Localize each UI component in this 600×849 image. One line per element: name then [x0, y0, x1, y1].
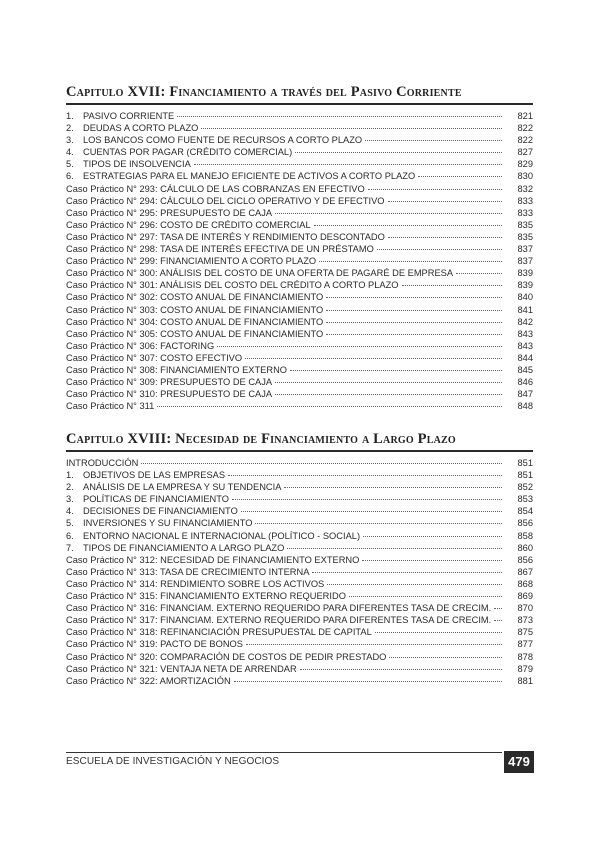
toc-entry-page: 837 [517, 256, 533, 267]
page-number-badge: 479 [504, 751, 534, 773]
toc-entry [66, 651, 533, 663]
chapter-xvii-section [66, 84, 533, 412]
toc-entry [66, 542, 533, 554]
dot-leader [234, 681, 502, 682]
toc-entry-number: 7. [66, 542, 74, 553]
dot-leader [326, 334, 502, 335]
toc-entry [66, 400, 533, 412]
toc-entry [66, 243, 533, 255]
toc-entry [66, 340, 533, 352]
toc-list [66, 457, 533, 687]
toc-entry [66, 517, 533, 529]
toc-entry [66, 231, 533, 243]
dot-leader [287, 548, 502, 549]
toc-entry-page: 848 [517, 401, 533, 412]
dot-leader [245, 358, 502, 359]
toc-entry-page: 856 [517, 554, 533, 565]
toc-entry-page: 829 [517, 159, 533, 170]
toc-entry-page: 856 [517, 518, 533, 529]
dot-leader [319, 261, 502, 262]
dot-leader [177, 116, 502, 117]
dot-leader [284, 487, 502, 488]
toc-entry-title: Caso Práctico N° 305: COSTO ANUAL DE FINANCIAMIENTO [66, 328, 324, 339]
toc-entry-page: 840 [517, 292, 533, 303]
toc-entry-page: 854 [517, 506, 533, 517]
toc-entry-title: Caso Práctico N° 310: PRESUPUESTO DE CAJA [66, 389, 273, 400]
toc-entry-page: 851 [517, 470, 533, 481]
toc-entry-title: Caso Práctico N° 299: FINANCIAMIENTO A CORTO PLAZO [66, 256, 317, 267]
toc-entry [66, 376, 533, 388]
toc-entry-page: 873 [517, 615, 533, 626]
toc-entry [66, 267, 533, 279]
dot-leader [418, 176, 502, 177]
dot-leader [275, 394, 502, 395]
toc-entry [66, 493, 533, 505]
toc-entry-page: 869 [517, 591, 533, 602]
toc-entry [66, 110, 533, 122]
toc-entry-title: Caso Práctico N° 307: COSTO EFECTIVO [66, 352, 243, 363]
toc-entry-title: DECISIONES DE FINANCIAMIENTO [83, 506, 238, 517]
toc-entry-title: Caso Práctico N° 304: COSTO ANUAL DE FINANCIAMIENTO [66, 316, 324, 327]
toc-entry-title: Caso Práctico N° 316: FINANCIAM. EXTERNO REQUERIDO PARA DIFERENTES TASA DE CRECIM. [66, 603, 492, 614]
toc-entry-title: Caso Práctico N° 314: RENDIMIENTO SOBRE LOS ACTIVOS [66, 578, 325, 589]
toc-entry-page: 867 [517, 566, 533, 577]
dot-leader [241, 511, 502, 512]
toc-entry-number: 3. [66, 135, 74, 146]
toc-entry-page: 870 [517, 603, 533, 614]
toc-entry-page: 822 [517, 135, 533, 146]
toc-entry-page: 833 [517, 207, 533, 218]
toc-entry-page: 858 [517, 530, 533, 541]
toc-entry-title: Caso Práctico N° 301: ANÁLISIS DEL COSTO DEL CRÉDITO A CORTO PLAZO [66, 280, 399, 291]
toc-entry-title: POLÍTICAS DE FINANCIAMIENTO [83, 494, 230, 505]
dot-leader [456, 273, 502, 274]
dot-leader [314, 225, 502, 226]
toc-entry-number: 3. [66, 494, 74, 505]
toc-list [66, 110, 533, 412]
toc-entry [66, 255, 533, 267]
toc-entry [66, 469, 533, 481]
toc-entry-page: 835 [517, 219, 533, 230]
toc-entry [66, 663, 533, 675]
chapter-title: Capitulo XVII: Financiamiento a través del Pasivo Corriente [66, 84, 533, 105]
toc-entry-title: Caso Práctico N° 321: VENTAJA NETA DE ARRENDAR [66, 663, 297, 674]
toc-entry-number: 1. [66, 470, 74, 481]
toc-entry-number: 6. [66, 171, 74, 182]
dot-leader [362, 560, 502, 561]
toc-entry-page: 839 [517, 280, 533, 291]
toc-entry [66, 304, 533, 316]
toc-entry-page: 860 [517, 542, 533, 553]
dot-leader [246, 644, 502, 645]
dot-leader [363, 536, 502, 537]
toc-entry-title: Caso Práctico N° 300: ANÁLISIS DEL COSTO DE UNA OFERTA DE PAGARÉ DE EMPRESA [66, 268, 454, 279]
dot-leader [295, 152, 502, 153]
toc-entry-page: 853 [517, 494, 533, 505]
toc-entry-page: 846 [517, 377, 533, 388]
toc-entry-title: INVERSIONES Y SU FINANCIAMIENTO [83, 518, 253, 529]
toc-entry [66, 388, 533, 400]
toc-entry [66, 170, 533, 182]
toc-entry-number: 4. [66, 147, 74, 158]
toc-entry-page: 843 [517, 340, 533, 351]
toc-entry [66, 219, 533, 231]
dot-leader [326, 297, 502, 298]
dot-leader [141, 463, 502, 464]
toc-entry-title: Caso Práctico N° 296: COSTO DE CRÉDITO COMERCIAL [66, 219, 311, 230]
toc-entry [66, 505, 533, 517]
dot-leader [312, 572, 502, 573]
toc-entry-page: 832 [517, 183, 533, 194]
toc-entry-page: 841 [517, 304, 533, 315]
toc-entry-page: 839 [517, 268, 533, 279]
dot-leader [375, 632, 502, 633]
toc-entry-title: Caso Práctico N° 297: TASA DE INTERÉS Y RENDIMIENTO DESCONTADO [66, 231, 385, 242]
toc-entry-number: 2. [66, 123, 74, 134]
dot-leader [201, 128, 502, 129]
toc-entry [66, 457, 533, 469]
chapter-xviii-section [66, 431, 533, 687]
toc-entry-title: Caso Práctico N° 317: FINANCIAM. EXTERNO REQUERIDO PARA DIFERENTES TASA DE CRECIM. [66, 615, 492, 626]
toc-entry-title: Caso Práctico N° 320: COMPARACIÓN DE COSTOS DE PEDIR PRESTADO [66, 651, 387, 662]
toc-entry-number: 5. [66, 518, 74, 529]
toc-entry-title: Caso Práctico N° 319: PACTO DE BONOS [66, 639, 243, 650]
toc-entry-page: 833 [517, 195, 533, 206]
dot-leader [194, 164, 502, 165]
dot-leader [157, 406, 502, 407]
toc-entry [66, 638, 533, 650]
toc-entry-number: 4. [66, 506, 74, 517]
dot-leader [494, 608, 502, 609]
dot-leader [389, 657, 502, 658]
toc-entry [66, 578, 533, 590]
dot-leader [365, 140, 502, 141]
toc-entry-page: 843 [517, 328, 533, 339]
dot-leader [232, 499, 502, 500]
toc-entry-title: INTRODUCCIÓN [66, 458, 139, 468]
dot-leader [228, 475, 502, 476]
toc-entry-title: Caso Práctico N° 315: FINANCIAMIENTO EXTERNO REQUERIDO [66, 591, 346, 602]
toc-entry [66, 530, 533, 542]
toc-entry [66, 481, 533, 493]
toc-entry [66, 158, 533, 170]
toc-entry [66, 352, 533, 364]
toc-entry-title: ENTORNO NACIONAL E INTERNACIONAL (POLÍTICO - SOCIAL) [83, 530, 361, 541]
toc-entry [66, 316, 533, 328]
footer-school-name: ESCUELA DE INVESTIGACIÓN Y NEGOCIOS [66, 756, 280, 767]
toc-entry-title: Caso Práctico N° 298: TASA DE INTERÉS EFECTIVA DE UN PRÉSTAMO [66, 244, 374, 255]
toc-entry-title: TIPOS DE INSOLVENCIA [83, 159, 191, 170]
toc-entry-page: 842 [517, 316, 533, 327]
toc-entry-page: 881 [517, 675, 533, 686]
toc-entry-page: 821 [517, 111, 533, 121]
toc-entry-title: Caso Práctico N° 318: REFINANCIACIÓN PRESUPUESTAL DE CAPITAL [66, 627, 372, 638]
toc-entry [66, 614, 533, 626]
toc-entry [66, 675, 533, 687]
dot-leader [388, 237, 502, 238]
dot-leader [275, 382, 502, 383]
toc-entry-title: ANÁLISIS DE LA EMPRESA Y SU TENDENCIA [83, 482, 282, 493]
toc-entry-title: Caso Práctico N° 312: NECESIDAD DE FINANCIAMIENTO EXTERNO [66, 554, 360, 565]
dot-leader [402, 285, 503, 286]
toc-entry [66, 279, 533, 291]
dot-leader [377, 249, 502, 250]
toc-entry [66, 146, 533, 158]
toc-entry-page: 844 [517, 352, 533, 363]
toc-entry-page: 827 [517, 147, 533, 158]
toc-entry-page: 845 [517, 364, 533, 375]
toc-entry-page: 877 [517, 639, 533, 650]
dot-leader [327, 584, 502, 585]
toc-entry [66, 626, 533, 638]
toc-entry-title: CUENTAS POR PAGAR (CRÉDITO COMERCIAL) [83, 147, 293, 158]
toc-entry [66, 602, 533, 614]
toc-entry-title: Caso Práctico N° 295: PRESUPUESTO DE CAJA [66, 207, 273, 218]
toc-entry-title: Caso Práctico N° 303: COSTO ANUAL DE FINANCIAMIENTO [66, 304, 324, 315]
toc-entry [66, 590, 533, 602]
toc-entry-title: ESTRATEGIAS PARA EL MANEJO EFICIENTE DE ACTIVOS A CORTO PLAZO [83, 171, 416, 182]
toc-entry-page: 868 [517, 578, 533, 589]
dot-leader [368, 189, 502, 190]
toc-entry-title: DEUDAS A CORTO PLAZO [83, 123, 199, 134]
toc-entry [66, 122, 533, 134]
toc-entry [66, 291, 533, 303]
toc-entry [66, 328, 533, 340]
toc-entry-title: Caso Práctico N° 293: CÁLCULO DE LAS COBRANZAS EN EFECTIVO [66, 183, 365, 194]
toc-entry-number: 6. [66, 530, 74, 541]
toc-entry-number: 2. [66, 482, 74, 493]
chapter-title: Capitulo XVIII: Necesidad de Financiamiento a Largo Plazo [66, 431, 533, 452]
toc-entry-number: 1. [66, 111, 74, 121]
toc-entry-page: 879 [517, 663, 533, 674]
toc-entry-title: OBJETIVOS DE LAS EMPRESAS [83, 470, 226, 481]
toc-entry [66, 195, 533, 207]
dot-leader [300, 669, 502, 670]
toc-entry-page: 822 [517, 123, 533, 134]
toc-entry-title: Caso Práctico N° 294: CÁLCULO DEL CICLO OPERATIVO Y DE EFECTIVO [66, 195, 385, 206]
dot-leader [275, 213, 502, 214]
toc-entry-title: Caso Práctico N° 313: TASA DE CRECIMIENTO INTERNA [66, 566, 310, 577]
toc-entry-title: Caso Práctico N° 322: AMORTIZACIÓN [66, 675, 231, 686]
toc-entry-title: Caso Práctico N° 311 [66, 401, 155, 412]
toc-entry-page: 835 [517, 231, 533, 242]
dot-leader [388, 201, 502, 202]
toc-entry-title: Caso Práctico N° 302: COSTO ANUAL DE FINANCIAMIENTO [66, 292, 324, 303]
toc-entry-title: Caso Práctico N° 309: PRESUPUESTO DE CAJA [66, 377, 273, 388]
toc-entry [66, 566, 533, 578]
toc-entry-page: 878 [517, 651, 533, 662]
toc-entry-title: Caso Práctico N° 306: FACTORING [66, 340, 215, 351]
dot-leader [217, 346, 502, 347]
dot-leader [290, 370, 502, 371]
dot-leader [326, 310, 502, 311]
toc-entry-title: TIPOS DE FINANCIAMIENTO A LARGO PLAZO [83, 542, 285, 553]
toc-entry-page: 852 [517, 482, 533, 493]
toc-entry [66, 364, 533, 376]
toc-entry-page: 851 [517, 458, 533, 468]
toc-entry-page: 837 [517, 244, 533, 255]
toc-entry [66, 134, 533, 146]
toc-entry [66, 554, 533, 566]
dot-leader [494, 620, 502, 621]
dot-leader [326, 322, 502, 323]
toc-entry-title: LOS BANCOS COMO FUENTE DE RECURSOS A CORTO PLAZO [83, 135, 363, 146]
toc-entry-title: PASIVO CORRIENTE [83, 111, 175, 121]
toc-entry [66, 183, 533, 195]
toc-entry-page: 830 [517, 171, 533, 182]
toc-entry-number: 5. [66, 159, 74, 170]
toc-entry-page: 847 [517, 389, 533, 400]
toc-entry-page: 875 [517, 627, 533, 638]
footer-divider [66, 752, 502, 753]
dot-leader [255, 523, 502, 524]
toc-entry [66, 207, 533, 219]
dot-leader [349, 596, 502, 597]
toc-entry-title: Caso Práctico N° 308: FINANCIAMIENTO EXTERNO [66, 364, 288, 375]
